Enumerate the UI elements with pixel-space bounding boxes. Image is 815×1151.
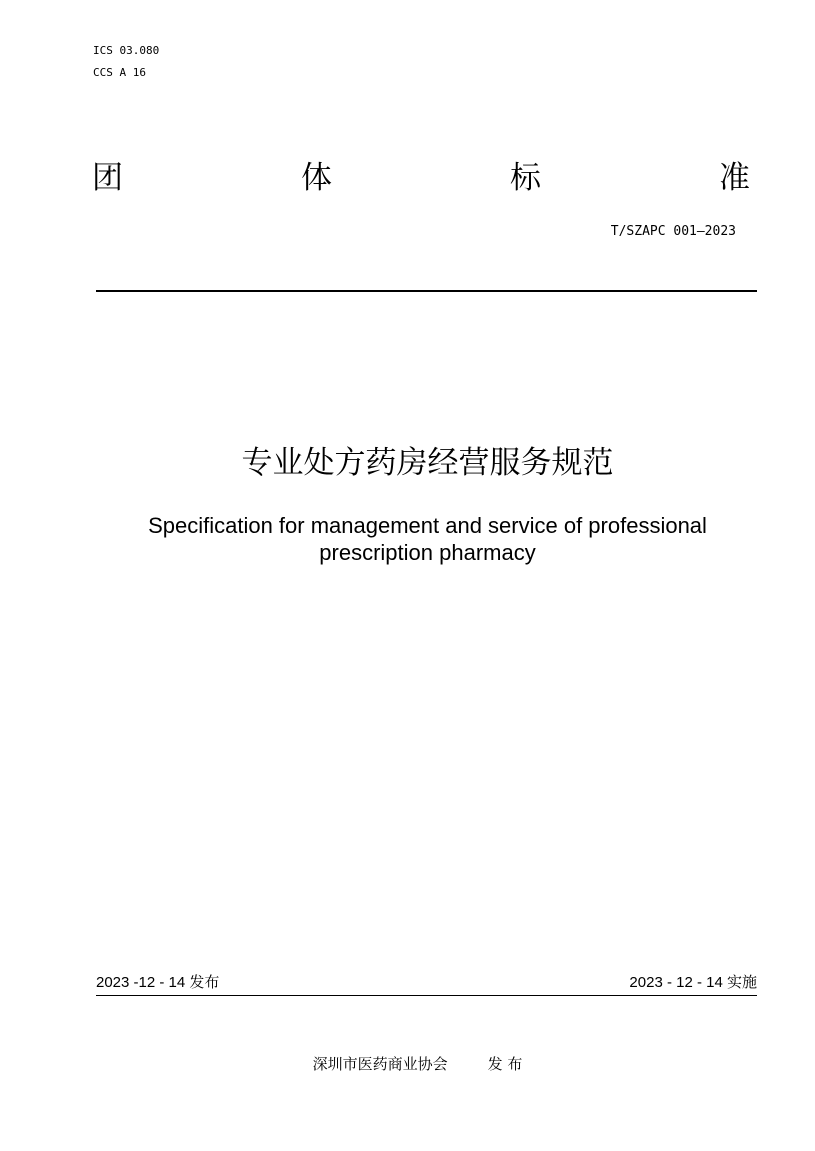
- ccs-code: CCS A 16: [93, 66, 146, 79]
- title-english-line-2: prescription pharmacy: [319, 540, 536, 565]
- ics-code: ICS 03.080: [93, 44, 160, 57]
- date-row: [96, 972, 757, 994]
- standard-type-char-4: 准: [719, 160, 750, 196]
- publish-date: 2023 -12 - 14 发布: [96, 974, 220, 991]
- standard-type-char-2: 体: [301, 160, 332, 196]
- title-chinese: 专业处方药房经营服务规范: [241, 445, 614, 481]
- standard-type-char-1: 团: [92, 160, 123, 196]
- classification-codes: [93, 40, 159, 84]
- top-divider: [96, 290, 757, 292]
- standard-type-heading: [92, 158, 750, 198]
- title-english: [0, 512, 815, 566]
- standard-type-char-3: 标: [510, 160, 541, 196]
- standard-number: T/SZAPC 001—2023: [610, 224, 736, 239]
- issuer-action: 发 布: [487, 1055, 523, 1073]
- issuer-line: [0, 1053, 815, 1075]
- title-english-line-1: Specification for management and service of professional: [148, 513, 707, 538]
- bottom-divider: [96, 995, 757, 996]
- issuer-name: 深圳市医药商业协会: [312, 1055, 448, 1073]
- implementation-date: 2023 - 12 - 14 实施: [629, 974, 757, 991]
